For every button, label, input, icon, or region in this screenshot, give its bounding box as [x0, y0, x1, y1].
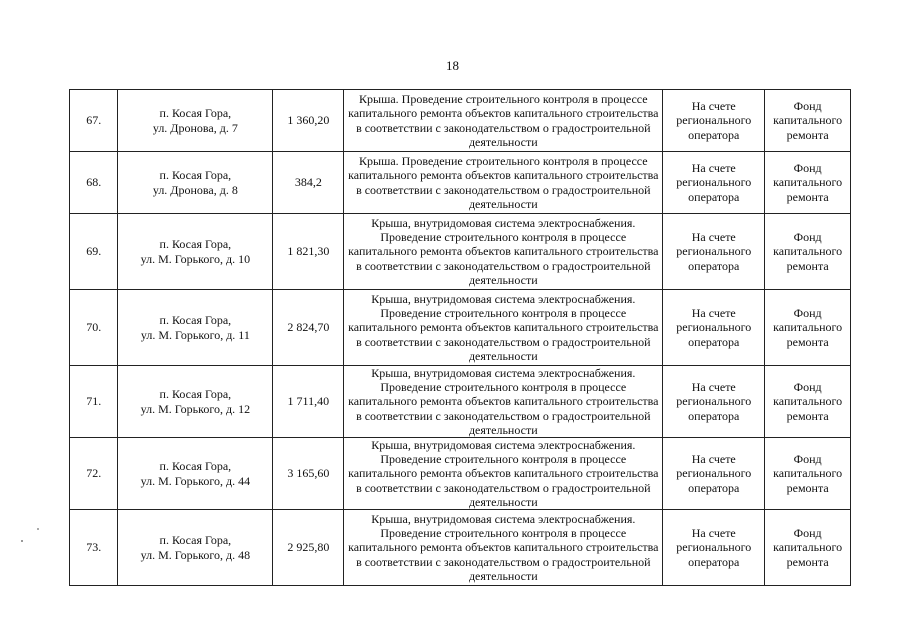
address-cell [118, 510, 273, 586]
address-street: ул. М. Горького, д. 11 [140, 327, 250, 342]
table-row [70, 366, 851, 438]
address-settlement: п. Косая Гора, [159, 459, 232, 474]
work-description-cell: Крыша, внутридомовая система электроснабжения. Проведение строительного контроля в процессе капитального ремонта объектов капитального строительства в соответствии с законодательством о градостроительной деятельности [344, 438, 663, 510]
row-number-cell: 72. [70, 438, 118, 510]
fund-source-cell: Фонд капитального ремонта [765, 214, 851, 290]
table-body [70, 90, 851, 586]
work-description-cell: Крыша, внутридомовая система электроснабжения. Проведение строительного контроля в процессе капитального ремонта объектов капитального строительства в соответствии с законодательством о градостроительной деятельности [344, 510, 663, 586]
account-cell: На счете регионального оператора [663, 510, 765, 586]
work-description-cell: Крыша, внутридомовая система электроснабжения. Проведение строительного контроля в процессе капитального ремонта объектов капитального строительства в соответствии с законодательством о градостроительной деятельности [344, 214, 663, 290]
area-cell: 3 165,60 [273, 438, 344, 510]
area-cell: 384,2 [273, 152, 344, 214]
fund-source-cell: Фонд капитального ремонта [765, 290, 851, 366]
account-cell: На счете регионального оператора [663, 366, 765, 438]
area-cell: 2 925,80 [273, 510, 344, 586]
row-number-cell: 68. [70, 152, 118, 214]
account-cell: На счете регионального оператора [663, 90, 765, 152]
fund-source-cell: Фонд капитального ремонта [765, 438, 851, 510]
scan-speck [37, 528, 39, 530]
fund-source-cell: Фонд капитального ремонта [765, 152, 851, 214]
work-description-cell: Крыша. Проведение строительного контроля в процессе капитального ремонта объектов капитального строительства в соответствии с законодательством о градостроительной деятельности [344, 90, 663, 152]
address-cell [118, 90, 273, 152]
fund-source-cell: Фонд капитального ремонта [765, 366, 851, 438]
address-cell [118, 290, 273, 366]
account-cell: На счете регионального оператора [663, 214, 765, 290]
address-cell [118, 214, 273, 290]
address-cell [118, 366, 273, 438]
table-row [70, 152, 851, 214]
scan-speck [21, 540, 23, 542]
address-cell [118, 152, 273, 214]
address-street: ул. Дронова, д. 8 [152, 182, 238, 197]
address-cell [118, 438, 273, 510]
work-description-cell: Крыша. Проведение строительного контроля в процессе капитального ремонта объектов капитального строительства в соответствии с законодательством о градостроительной деятельности [344, 152, 663, 214]
account-cell: На счете регионального оператора [663, 152, 765, 214]
address-settlement: п. Косая Гора, [159, 387, 232, 402]
address-settlement: п. Косая Гора, [159, 533, 232, 548]
address-street: ул. М. Горького, д. 44 [140, 473, 251, 488]
page-number: 18 [446, 58, 459, 73]
row-number-cell: 69. [70, 214, 118, 290]
address-street: ул. М. Горького, д. 48 [140, 547, 251, 562]
address-street: ул. Дронова, д. 7 [152, 120, 238, 135]
row-number-cell: 70. [70, 290, 118, 366]
repair-schedule-table [69, 89, 851, 586]
work-description-cell: Крыша, внутридомовая система электроснабжения. Проведение строительного контроля в процессе капитального ремонта объектов капитального строительства в соответствии с законодательством о градостроительной деятельности [344, 366, 663, 438]
area-cell: 2 824,70 [273, 290, 344, 366]
row-number-cell: 73. [70, 510, 118, 586]
address-settlement: п. Косая Гора, [159, 168, 232, 183]
table-row [70, 90, 851, 152]
account-cell: На счете регионального оператора [663, 438, 765, 510]
address-settlement: п. Косая Гора, [159, 313, 232, 328]
address-street: ул. М. Горького, д. 12 [140, 401, 251, 416]
fund-source-cell: Фонд капитального ремонта [765, 510, 851, 586]
area-cell: 1 821,30 [273, 214, 344, 290]
address-street: ул. М. Горького, д. 10 [140, 251, 251, 266]
work-description-cell: Крыша, внутридомовая система электроснабжения. Проведение строительного контроля в процессе капитального ремонта объектов капитального строительства в соответствии с законодательством о градостроительной деятельности [344, 290, 663, 366]
area-cell: 1 711,40 [273, 366, 344, 438]
address-settlement: п. Косая Гора, [159, 106, 232, 121]
area-cell: 1 360,20 [273, 90, 344, 152]
account-cell: На счете регионального оператора [663, 290, 765, 366]
table-row [70, 438, 851, 510]
address-settlement: п. Косая Гора, [159, 237, 232, 252]
fund-source-cell: Фонд капитального ремонта [765, 90, 851, 152]
table-row [70, 290, 851, 366]
table-row [70, 214, 851, 290]
row-number-cell: 67. [70, 90, 118, 152]
table-row [70, 510, 851, 586]
row-number-cell: 71. [70, 366, 118, 438]
